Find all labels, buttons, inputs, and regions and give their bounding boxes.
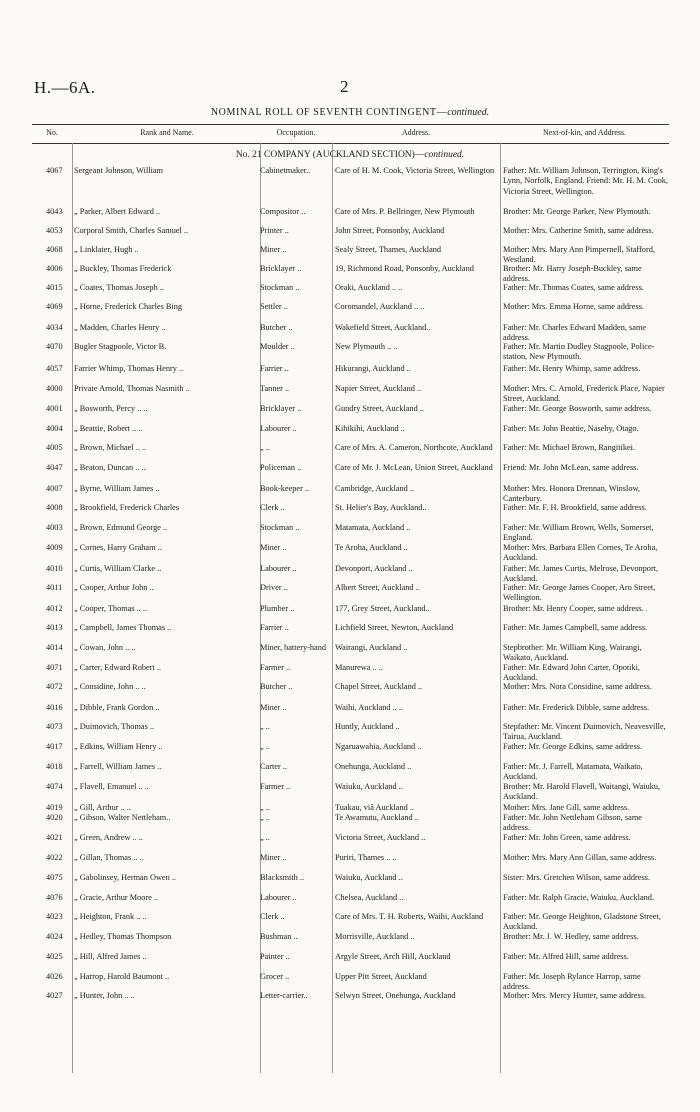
address: Devonport, Auckland ..	[335, 564, 413, 573]
next-of-kin: Father: Mr. Alfred Hill, same address.	[503, 952, 629, 961]
next-of-kin: Mother: Mrs. Catherine Smith, same address.	[503, 226, 654, 235]
rank-name: „ Curtis, William Clarke ..	[74, 564, 162, 573]
section-heading	[0, 150, 700, 160]
address: Te Aroha, Auckland ..	[335, 543, 408, 552]
occupation: Settler ..	[260, 302, 288, 311]
rank-name: „ Gracie, Arthur Moore ..	[74, 893, 159, 902]
row-number: 4057	[46, 364, 63, 373]
rank-name: „ Cornes, Harry Graham ..	[74, 543, 162, 552]
address: Selwyn Street, Onehunga, Auckland	[335, 991, 456, 1000]
address: Chapel Street, Auckland ..	[335, 682, 423, 691]
row-number: 4026	[46, 972, 63, 981]
next-of-kin: Brother: Mr. Harry Joseph-Buckley, same address.	[503, 264, 642, 284]
row-number: 4019	[46, 803, 63, 812]
next-of-kin: Father: Mr. J. Farrell, Matamata, Waikato, Auckland.	[503, 762, 643, 782]
col-rank-header: Rank and Name.	[140, 128, 194, 137]
page-title	[0, 107, 700, 118]
next-of-kin: Father: Mr. John Nettleham Gibson, same address.	[503, 813, 642, 833]
rank-name: „ Heighton, Frank .. ..	[74, 912, 147, 921]
address: Manurewa .. ..	[335, 663, 383, 672]
section-continued: continued.	[424, 150, 465, 160]
row-number: 4006	[46, 264, 63, 273]
address: Chelsea, Auckland ..	[335, 893, 404, 902]
next-of-kin: Mother: Mrs. Mary Ann Pimpernell, Stafford, Westland.	[503, 245, 655, 265]
occupation: „ ..	[260, 722, 270, 731]
address: 177, Grey Street, Auckland..	[335, 604, 430, 613]
address: Te Awamutu, Auckland ..	[335, 813, 419, 822]
occupation: „ ..	[260, 813, 270, 822]
row-number: 4034	[46, 323, 63, 332]
occupation: Painter ..	[260, 952, 290, 961]
rank-name: „ Harrop, Harold Baumont ..	[74, 972, 170, 981]
address: Waiuku, Auckland ..	[335, 782, 403, 791]
rank-name: Bugler Stagpoole, Victor B.	[74, 342, 167, 351]
rank-name: „ Linklater, Hugh ..	[74, 245, 139, 254]
row-number: 4008	[46, 503, 63, 512]
rank-name: „ Beaton, Duncan .. ..	[74, 463, 146, 472]
occupation: Butcher ..	[260, 323, 293, 332]
document-id: H.—6A.	[34, 78, 96, 97]
next-of-kin: Mother: Mrs. Nora Considine, same address.	[503, 682, 652, 691]
row-number: 4003	[46, 523, 63, 532]
occupation: Miner, battery-hand	[260, 643, 327, 652]
row-number: 4017	[46, 742, 63, 751]
rank-name: „ Byrne, William James ..	[74, 484, 160, 493]
next-of-kin: Father: Mr. Charles Edward Madden, same address.	[503, 323, 647, 343]
next-of-kin: Friend: Mr. John McLean, same address.	[503, 463, 639, 472]
next-of-kin: Brother: Mr. J. W. Hedley, same address.	[503, 932, 639, 941]
address: Care of Mrs. P. Bellringer, New Plymouth	[335, 207, 475, 216]
row-number: 4025	[46, 952, 63, 961]
rank-name: „ Cowan, John .. ..	[74, 643, 136, 652]
row-number: 4011	[46, 583, 63, 592]
address: John Street, Ponsonby, Auckland	[335, 226, 445, 235]
next-of-kin: Brother: Mr. George Parker, New Plymouth.	[503, 207, 651, 216]
next-of-kin: Father: Mr. William Johnson, Terrington, King's Lynn, Norfolk, England. Friend: Mr. H. M. Cook, Victoria Street, Wellington.	[503, 166, 669, 196]
occupation: Stockman ..	[260, 523, 300, 532]
rank-name: Private Arnold, Thomas Nasmith ..	[74, 384, 190, 393]
address: Care of Mrs. T. H. Roberts, Waihi, Auckland	[335, 912, 484, 921]
rank-name: Corporal Smith, Charles Samuel ..	[74, 226, 189, 235]
row-number: 4068	[46, 245, 63, 254]
row-number: 4024	[46, 932, 63, 941]
row-number: 4013	[46, 623, 63, 632]
section-main: No. 21 COMPANY (AUCKLAND SECTION)—	[235, 150, 425, 160]
occupation: Farmer ..	[260, 663, 291, 672]
address: Ngaruawahia, Auckland ..	[335, 742, 422, 751]
next-of-kin: Father: Mr. John Green, same address.	[503, 833, 631, 842]
next-of-kin: Father: Mr. Henry Whimp, same address.	[503, 364, 641, 373]
next-of-kin: Mother: Mrs. C. Arnold, Frederick Place, Napier Street, Auckland.	[503, 384, 665, 404]
next-of-kin: Sister: Mrs. Gretchen Wilson, same address.	[503, 873, 650, 882]
row-number: 4014	[46, 643, 63, 652]
occupation: Cabinetmaker..	[260, 166, 311, 175]
title-continued: continued.	[447, 107, 490, 118]
next-of-kin: Father: Mr. Joseph Rylance Harrop, same address.	[503, 972, 641, 992]
rank-name: „ Gill, Arthur .. ..	[74, 803, 131, 812]
address: Albert Street, Auckland ..	[335, 583, 420, 592]
next-of-kin: Stepbrother: Mr. William King, Wairangi, Waikato, Auckland.	[503, 643, 642, 663]
rank-name: „ Buckley, Thomas Frederick	[74, 264, 172, 273]
address: Oraki, Auckland .. ..	[335, 283, 403, 292]
address: Cambridge, Auckland ..	[335, 484, 415, 493]
row-number: 4021	[46, 833, 63, 842]
next-of-kin: Father: Mr. Edward John Carter, Opotiki, Auckland.	[503, 663, 641, 683]
rank-name: „ Edkins, William Henry ..	[74, 742, 163, 751]
occupation: Printer ..	[260, 226, 289, 235]
address: Wakefield Street, Auckland..	[335, 323, 431, 332]
occupation: „ ..	[260, 742, 270, 751]
next-of-kin: Mother: Mrs. Mercy Hunter, same address.	[503, 991, 646, 1000]
column-divider	[500, 143, 501, 1073]
occupation: „ ..	[260, 443, 270, 452]
row-number: 4027	[46, 991, 63, 1000]
rank-name: „ Beattie, Robert .. ..	[74, 424, 143, 433]
rank-name: „ Coates, Thomas Joseph ..	[74, 283, 164, 292]
occupation: Moulder ..	[260, 342, 295, 351]
rank-name: „ Gibson, Walter Nettleham..	[74, 813, 171, 822]
address: Gundry Street, Auckland ..	[335, 404, 424, 413]
occupation: Policeman ..	[260, 463, 302, 472]
occupation: Blacksmith ..	[260, 873, 305, 882]
next-of-kin: Stepfather: Mr. Vincent Duimovich, Neavesville, Tairua, Auckland.	[503, 722, 666, 742]
row-number: 4023	[46, 912, 63, 921]
next-of-kin: Mother: Mrs. Emma Horne, same address.	[503, 302, 645, 311]
row-number: 4001	[46, 404, 63, 413]
address: Sealy Street, Thames, Auckland	[335, 245, 442, 254]
rank-name: „ Hunter, John .. ..	[74, 991, 135, 1000]
row-number: 4009	[46, 543, 63, 552]
occupation: Letter-carrier..	[260, 991, 308, 1000]
occupation: Farrier ..	[260, 364, 289, 373]
rank-name: „ Duimovich, Thomas ..	[74, 722, 155, 731]
next-of-kin: Father: Mr. Martin Dudley Stagpoole, Police-station, New Plymouth.	[503, 342, 655, 362]
next-of-kin: Father: Mr. George Edkins, same address.	[503, 742, 643, 751]
row-number: 4053	[46, 226, 63, 235]
address: Wairangi, Auckland ..	[335, 643, 408, 652]
occupation: Compositor ..	[260, 207, 306, 216]
row-number: 4076	[46, 893, 63, 902]
address: Care of Mrs. A. Cameron, Northcote, Auckland	[335, 443, 493, 452]
next-of-kin: Mother: Mrs. Mary Ann Gillan, same address.	[503, 853, 657, 862]
next-of-kin: Mother: Mrs. Honora Drennan, Winslow, Canterbury.	[503, 484, 641, 504]
title-main: NOMINAL ROLL OF SEVENTH CONTINGENT—	[210, 107, 448, 118]
rank-name: „ Cooper, Thomas .. ..	[74, 604, 148, 613]
occupation: Grocer ..	[260, 972, 290, 981]
address: Lichfield Street, Newton, Auckland	[335, 623, 454, 632]
rank-name: „ Madden, Charles Henry ..	[74, 323, 166, 332]
col-address-header: Address.	[401, 128, 431, 137]
row-number: 4047	[46, 463, 63, 472]
row-number: 4069	[46, 302, 63, 311]
next-of-kin: Father: Mr. John Beattie, Naseby, Otago.	[503, 424, 639, 433]
next-of-kin: Father: Mr. F. H. Brookfield, same address.	[503, 503, 647, 512]
row-number: 4018	[46, 762, 63, 771]
address: Napier Street, Auckland ..	[335, 384, 422, 393]
occupation: Miner ..	[260, 543, 287, 552]
rank-name: „ Gabolinsey, Herman Owen ..	[74, 873, 176, 882]
occupation: Miner ..	[260, 245, 287, 254]
occupation: „ ..	[260, 833, 270, 842]
next-of-kin: Father: Mr. George Bosworth, same address.	[503, 404, 652, 413]
address: Hikurangi, Auckland ..	[335, 364, 411, 373]
row-number: 4020	[46, 813, 63, 822]
rank-name: „ Farrell, William James ..	[74, 762, 162, 771]
column-divider	[332, 143, 333, 1073]
row-number: 4074	[46, 782, 63, 791]
rank-name: „ Bosworth, Percy .. ..	[74, 404, 148, 413]
next-of-kin: Brother: Mr. Harold Flavell, Waitangi, Waiuku, Auckland.	[503, 782, 661, 802]
rank-name: „ Green, Andrew .. ..	[74, 833, 143, 842]
address: Matamata, Auckland ..	[335, 523, 411, 532]
row-number: 4012	[46, 604, 63, 613]
rank-name: „ Flavell, Emanuel .. ..	[74, 782, 149, 791]
next-of-kin: Brother: Mr. Henry Cooper, same address.	[503, 604, 644, 613]
rank-name: „ Gillan, Thomas .. ..	[74, 853, 144, 862]
occupation: „ ..	[260, 803, 270, 812]
row-number: 4075	[46, 873, 63, 882]
next-of-kin: Mother: Mrs. Jane Gill, same address.	[503, 803, 630, 812]
occupation: Bricklayer ..	[260, 404, 302, 413]
occupation: Clerk ..	[260, 503, 285, 512]
address: 19, Richmond Road, Ponsonby, Auckland	[335, 264, 474, 273]
next-of-kin: Father: Mr. Frederick Dibble, same address.	[503, 703, 650, 712]
rank-name: Farrier Whimp, Thomas Henry ..	[74, 364, 184, 373]
occupation: Tanner ..	[260, 384, 290, 393]
rank-name: „ Carter, Edward Robert ..	[74, 663, 161, 672]
occupation: Plumber ..	[260, 604, 295, 613]
row-number: 4022	[46, 853, 63, 862]
occupation: Miner ..	[260, 853, 287, 862]
address: Victoria Street, Auckland ..	[335, 833, 426, 842]
rank-name: „ Dibble, Frank Gordon ..	[74, 703, 160, 712]
rank-name: „ Hedley, Thomas Thompson	[74, 932, 172, 941]
rank-name: „ Parker, Albert Edward ..	[74, 207, 161, 216]
rank-name: „ Cooper, Arthur John ..	[74, 583, 154, 592]
row-number: 4015	[46, 283, 63, 292]
address: Care of H. M. Cook, Victoria Street, Wellington	[335, 166, 495, 175]
next-of-kin: Father: Mr. George Heighton, Gladstone Street, Auckland.	[503, 912, 661, 932]
address: Tuakau, viâ Auckland ..	[335, 803, 414, 812]
col-no-header: No.	[46, 128, 58, 137]
occupation: Farmer ..	[260, 782, 291, 791]
address: Waiuku, Auckland ..	[335, 873, 403, 882]
address: Onehunga, Auckland ..	[335, 762, 412, 771]
address: Morrisville, Auckland ..	[335, 932, 415, 941]
row-number: 4072	[46, 682, 63, 691]
address: Upper Pitt Street, Auckland	[335, 972, 427, 981]
occupation: Driver ..	[260, 583, 288, 592]
next-of-kin: Father: Mr. James Campbell, same address.	[503, 623, 648, 632]
next-of-kin: Father: Mr. Thomas Coates, same address.	[503, 283, 644, 292]
row-number: 4070	[46, 342, 63, 351]
rank-name: „ Considine, John .. ..	[74, 682, 146, 691]
rank-name: „ Brown, Edmund George ..	[74, 523, 168, 532]
next-of-kin: Father: Mr. Michael Brown, Rangitikei.	[503, 443, 636, 452]
col-nok-header: Next-of-kin, and Address.	[542, 128, 627, 137]
next-of-kin: Mother: Mrs. Barbara Ellen Cornes, Te Aroha, Auckland.	[503, 543, 658, 563]
page-number: 2	[340, 77, 349, 96]
address: Waihi, Auckland .. ..	[335, 703, 403, 712]
address: St. Helier's Bay, Auckland..	[335, 503, 427, 512]
next-of-kin: Father: Mr. Ralph Gracie, Waiuku, Auckland.	[503, 893, 655, 902]
address: Coromandel, Auckland .. ..	[335, 302, 425, 311]
occupation: Labourer ..	[260, 564, 297, 573]
rank-name: „ Horne, Frederick Charles Bing	[74, 302, 183, 311]
col-occupation-header: Occupation.	[276, 128, 316, 137]
address: New Plymouth .. ..	[335, 342, 398, 351]
row-number: 4067	[46, 166, 63, 175]
next-of-kin: Father: Mr. James Curtis, Melrose, Devonport, Auckland.	[503, 564, 659, 584]
occupation: Labourer ..	[260, 424, 297, 433]
rank-name: „ Campbell, James Thomas ..	[74, 623, 172, 632]
address: Argyle Street, Arch Hill, Auckland	[335, 952, 451, 961]
occupation: Book-keeper ..	[260, 484, 310, 493]
occupation: Carter ..	[260, 762, 287, 771]
address: Kihikihi, Auckland ..	[335, 424, 405, 433]
row-number: 4007	[46, 484, 63, 493]
occupation: Bushman ..	[260, 932, 298, 941]
occupation: Bricklayer ..	[260, 264, 302, 273]
address: Huntly, Auckland ..	[335, 722, 400, 731]
row-number: 4005	[46, 443, 63, 452]
rank-name: „ Brookfield, Frederick Charles	[74, 503, 180, 512]
occupation: Farrier ..	[260, 623, 289, 632]
row-number: 4016	[46, 703, 63, 712]
column-header-row	[32, 124, 669, 144]
occupation: Miner ..	[260, 703, 287, 712]
row-number: 4073	[46, 722, 63, 731]
rank-name: Sergeant Johnson, William	[74, 166, 164, 175]
rank-name: „ Hill, Alfred James ..	[74, 952, 147, 961]
rank-name: „ Brown, Michael .. ..	[74, 443, 147, 452]
address: Puriri, Thames .. ..	[335, 853, 397, 862]
occupation: Butcher ..	[260, 682, 293, 691]
occupation: Labourer ..	[260, 893, 297, 902]
row-number: 4004	[46, 424, 63, 433]
address: Care of Mr. J. McLean, Union Street, Auckland	[335, 463, 493, 472]
row-number: 4000	[46, 384, 63, 393]
occupation: Clerk ..	[260, 912, 285, 921]
next-of-kin: Father: Mr. George James Cooper, Aro Street, Wellington.	[503, 583, 656, 603]
row-number: 4010	[46, 564, 63, 573]
next-of-kin: Father: Mr. William Brown, Wells, Somerset, England.	[503, 523, 654, 543]
row-number: 4043	[46, 207, 63, 216]
occupation: Stockman ..	[260, 283, 300, 292]
row-number: 4071	[46, 663, 63, 672]
